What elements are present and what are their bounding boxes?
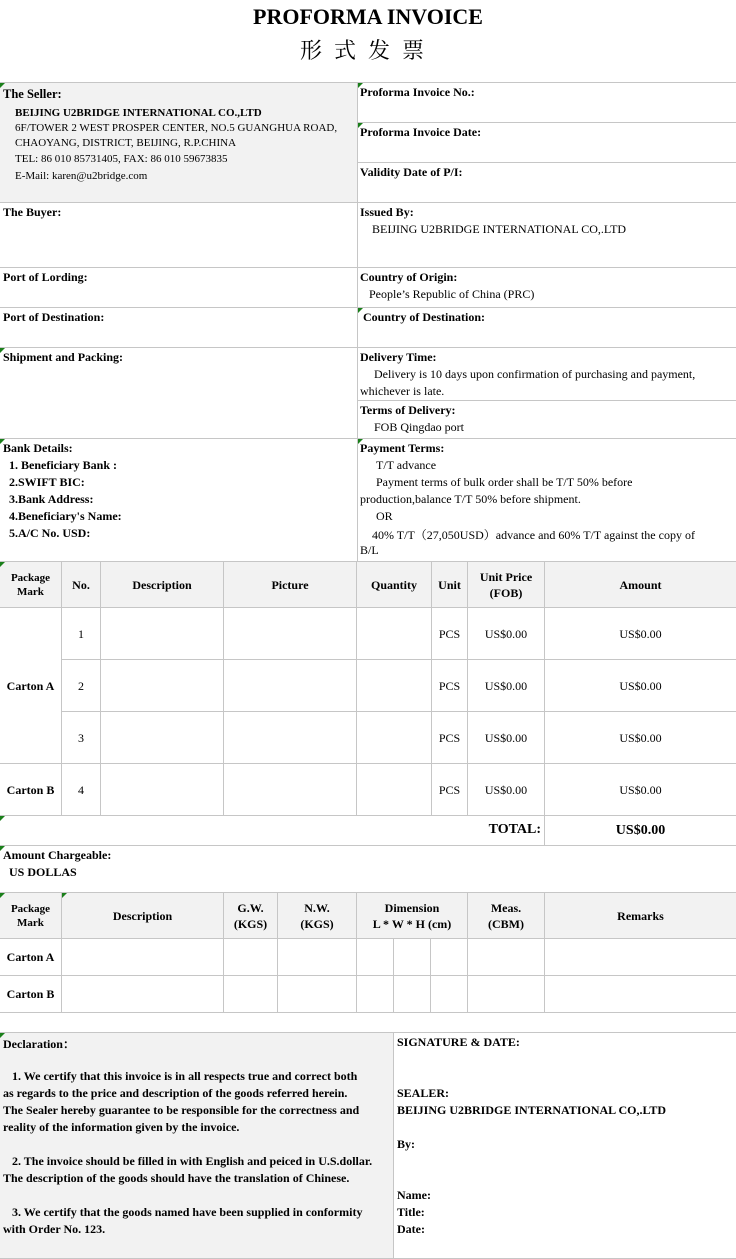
- invoice-number-label: Proforma Invoice No.:: [360, 85, 475, 99]
- sealer-value: BEIJING U2BRIDGE INTERNATIONAL CO,.LTD: [397, 1103, 667, 1117]
- packing-row-description-cell[interactable]: [62, 939, 224, 976]
- row-unit: PCS: [432, 660, 468, 712]
- terms-delivery-label: Terms of Delivery:: [360, 403, 456, 417]
- row-quantity-cell[interactable]: [357, 608, 432, 660]
- signature-label: SIGNATURE & DATE:: [397, 1035, 520, 1049]
- row-picture-cell[interactable]: [224, 660, 357, 712]
- payment-terms-label: Payment Terms:: [360, 441, 445, 455]
- row-unit: PCS: [432, 712, 468, 764]
- payment-terms-field[interactable]: [358, 439, 736, 562]
- packing-row-nw-cell[interactable]: [278, 939, 357, 976]
- group-carton-b: Carton B: [0, 764, 62, 816]
- packing-row-gw-cell[interactable]: [224, 939, 278, 976]
- bank-beneficiary-bank: 1. Beneficiary Bank :: [9, 458, 117, 472]
- row-unit-price[interactable]: US$0.00: [468, 712, 545, 764]
- packing-header-package-mark-line2: Mark: [17, 916, 44, 929]
- port-destination-field[interactable]: [0, 308, 358, 348]
- packing-row-remarks-cell[interactable]: [545, 976, 736, 1013]
- packing-row-meas-cell[interactable]: [468, 939, 545, 976]
- bank-swift-bic: 2.SWIFT BIC:: [9, 475, 85, 489]
- row-unit: PCS: [432, 764, 468, 816]
- packing-header-dimension-line2: L * W * H (cm): [372, 916, 452, 931]
- packing-row-length-cell[interactable]: [357, 976, 394, 1013]
- signature-section[interactable]: [394, 1033, 736, 1259]
- header-package-mark-line2: Mark: [17, 585, 44, 598]
- declaration-p2-line: The description of the goods should have the translation of Chinese.: [3, 1171, 350, 1185]
- header-package-mark-line1: Package: [10, 571, 51, 584]
- header-unit: Unit: [432, 562, 468, 608]
- row-amount: US$0.00: [545, 608, 736, 660]
- port-loading-label: Port of Lording:: [3, 270, 88, 284]
- packing-header-meas: [468, 893, 545, 939]
- title-area: [0, 0, 736, 83]
- shipment-packing-field[interactable]: [0, 348, 358, 439]
- country-destination-label: Country of Destination:: [363, 310, 485, 324]
- delivery-time-line2: whichever is late.: [360, 384, 445, 398]
- port-loading-field[interactable]: [0, 268, 358, 308]
- terms-delivery-field[interactable]: [358, 401, 736, 439]
- comment-marker-icon: [0, 562, 5, 567]
- invoice-number-field[interactable]: [358, 83, 736, 123]
- country-origin-label: Country of Origin:: [360, 270, 458, 284]
- row-quantity-cell[interactable]: [357, 712, 432, 764]
- declaration-p1-line: reality of the information given by the invoice.: [3, 1120, 240, 1134]
- country-destination-field[interactable]: [358, 308, 736, 348]
- row-quantity-cell[interactable]: [357, 660, 432, 712]
- header-no: No.: [62, 562, 101, 608]
- packing-header-meas-line2: (CBM): [488, 916, 524, 931]
- declaration-section: [0, 1033, 394, 1259]
- declaration-p1-line: 1. We certify that this invoice is in all respects true and correct both: [12, 1069, 358, 1083]
- packing-row-mark: Carton A: [0, 939, 62, 976]
- delivery-time-label: Delivery Time:: [360, 350, 437, 364]
- spacer-row: [0, 1013, 736, 1033]
- amount-chargeable-label: Amount Chargeable:: [3, 848, 112, 862]
- packing-row-mark: Carton B: [0, 976, 62, 1013]
- row-unit-price[interactable]: US$0.00: [468, 608, 545, 660]
- bank-details-field[interactable]: [0, 439, 358, 562]
- declaration-p3-line: with Order No. 123.: [3, 1222, 106, 1236]
- packing-header-description: [62, 893, 224, 939]
- header-amount: Amount: [545, 562, 736, 608]
- bank-beneficiary-name: 4.Beneficiary's Name:: [9, 509, 122, 523]
- invoice-date-label: Proforma Invoice Date:: [360, 125, 482, 139]
- sealer-label: SEALER:: [397, 1086, 450, 1100]
- seller-address-line2: CHAOYANG, DISTRICT, BEIJING, R.P.CHINA: [15, 137, 237, 149]
- packing-row-height-cell[interactable]: [431, 939, 468, 976]
- country-origin-field[interactable]: [358, 268, 736, 308]
- declaration-p3-line: 3. We certify that the goods named have been supplied in conformity: [12, 1205, 363, 1219]
- declaration-p1-line: The Sealer hereby guarantee to be responsible for the correctness and: [3, 1103, 360, 1117]
- seller-phone: TEL: 86 010 85731405, FAX: 86 010 59673835: [15, 153, 228, 165]
- row-unit-price[interactable]: US$0.00: [468, 660, 545, 712]
- packing-header-dimension-line1: Dimension: [384, 900, 440, 915]
- row-description-cell[interactable]: [101, 764, 224, 816]
- row-amount: US$0.00: [545, 764, 736, 816]
- issued-by-value: BEIJING U2BRIDGE INTERNATIONAL CO,.LTD: [372, 222, 627, 236]
- row-picture-cell[interactable]: [224, 764, 357, 816]
- header-package-mark: [0, 562, 62, 608]
- row-description-cell[interactable]: [101, 712, 224, 764]
- header-description: Description: [101, 562, 224, 608]
- page-title: PROFORMA INVOICE: [253, 4, 483, 29]
- packing-row-remarks-cell[interactable]: [545, 939, 736, 976]
- bank-details-label: Bank Details:: [3, 441, 73, 455]
- shipment-packing-label: Shipment and Packing:: [3, 350, 124, 364]
- validity-date-field[interactable]: [358, 163, 736, 203]
- packing-header-nw: [278, 893, 357, 939]
- seller-label: The Seller:: [3, 87, 62, 101]
- packing-header-description-text: Description: [112, 908, 173, 923]
- packing-row-meas-cell[interactable]: [468, 976, 545, 1013]
- header-quantity: Quantity: [357, 562, 432, 608]
- row-description-cell[interactable]: [101, 608, 224, 660]
- packing-header-nw-line1: N.W.: [304, 900, 330, 915]
- total-value: US$0.00: [545, 816, 736, 846]
- packing-header-meas-line1: Meas.: [490, 900, 522, 915]
- seller-email: E-Mail: karen@u2bridge.com: [15, 170, 148, 182]
- issued-by-field[interactable]: [358, 203, 736, 268]
- comment-marker-icon: [62, 893, 67, 898]
- group-carton-a: Carton A: [0, 608, 62, 764]
- packing-row-gw-cell[interactable]: [224, 976, 278, 1013]
- row-no: 1: [62, 608, 101, 660]
- date-label: Date:: [397, 1222, 425, 1236]
- seller-section[interactable]: [0, 83, 358, 203]
- delivery-time-field[interactable]: [358, 348, 736, 401]
- row-no: 4: [62, 764, 101, 816]
- header-picture: Picture: [224, 562, 357, 608]
- delivery-time-line1: Delivery is 10 days upon confirmation of purchasing and payment,: [374, 367, 696, 381]
- row-unit: PCS: [432, 608, 468, 660]
- country-origin-value: People’s Republic of China (PRC): [369, 287, 535, 301]
- packing-header-package-mark-line1: Package: [10, 902, 51, 915]
- payment-terms-line: production,balance T/T 50% before shipment.: [360, 492, 581, 506]
- packing-row-width-cell[interactable]: [394, 976, 431, 1013]
- header-unit-price: [468, 562, 545, 608]
- payment-terms-line: B/L: [360, 543, 379, 557]
- packing-row-length-cell[interactable]: [357, 939, 394, 976]
- packing-header-remarks: Remarks: [545, 893, 736, 939]
- packing-header-package-mark: [0, 893, 62, 939]
- page-title-chinese: 形式发票: [299, 39, 436, 64]
- row-description-cell[interactable]: [101, 660, 224, 712]
- bank-account-usd: 5.A/C No. USD:: [9, 526, 91, 540]
- row-picture-cell[interactable]: [224, 712, 357, 764]
- declaration-label: Declaration：: [3, 1037, 75, 1051]
- row-no: 3: [62, 712, 101, 764]
- seller-address-line1: 6F/TOWER 2 WEST PROSPER CENTER, NO.5 GUANGHUA ROAD,: [15, 122, 338, 134]
- declaration-p1-line: as regards to the price and description of the goods referred herein.: [3, 1086, 348, 1100]
- packing-row-width-cell[interactable]: [394, 939, 431, 976]
- comment-marker-icon: [0, 893, 5, 898]
- payment-terms-line: T/T advance: [376, 458, 437, 472]
- row-amount: US$0.00: [545, 712, 736, 764]
- terms-delivery-value: FOB Qingdao port: [374, 420, 464, 434]
- row-quantity-cell[interactable]: [357, 764, 432, 816]
- title-label: Title:: [397, 1205, 425, 1219]
- buyer-label: The Buyer:: [3, 205, 62, 219]
- packing-header-dimension: [357, 893, 468, 939]
- bank-address: 3.Bank Address:: [9, 492, 94, 506]
- validity-date-label: Validity Date of P/I:: [360, 165, 463, 179]
- buyer-field[interactable]: [0, 203, 358, 268]
- packing-row-description-cell[interactable]: [62, 976, 224, 1013]
- row-no: 2: [62, 660, 101, 712]
- payment-terms-line: OR: [376, 509, 393, 523]
- declaration-p2-line: 2. The invoice should be filled in with English and peiced in U.S.dollar.: [12, 1154, 373, 1168]
- name-label: Name:: [397, 1188, 431, 1202]
- issued-by-label: Issued By:: [360, 205, 414, 219]
- amount-chargeable-field[interactable]: [0, 846, 736, 893]
- packing-header-gw-line2: (KGS): [233, 916, 268, 931]
- row-unit-price[interactable]: US$0.00: [468, 764, 545, 816]
- seller-company: BEIJING U2BRIDGE INTERNATIONAL CO.,LTD: [15, 107, 262, 119]
- row-picture-cell[interactable]: [224, 608, 357, 660]
- port-destination-label: Port of Destination:: [3, 310, 105, 324]
- packing-header-gw: [224, 893, 278, 939]
- total-row: [0, 816, 545, 846]
- header-unit-price-line2: (FOB): [489, 585, 523, 600]
- packing-row-height-cell[interactable]: [431, 976, 468, 1013]
- packing-header-gw-line1: G.W.: [237, 900, 264, 915]
- comment-marker-icon: [0, 816, 5, 821]
- packing-header-nw-line2: (KGS): [300, 916, 334, 931]
- total-label: TOTAL:: [488, 822, 541, 837]
- row-amount: US$0.00: [545, 660, 736, 712]
- invoice-date-field[interactable]: [358, 123, 736, 163]
- payment-terms-line: Payment terms of bulk order shall be T/T 50% before: [376, 475, 633, 489]
- by-label: By:: [397, 1137, 415, 1151]
- amount-chargeable-value: US DOLLAS: [9, 865, 77, 879]
- packing-row-nw-cell[interactable]: [278, 976, 357, 1013]
- payment-terms-line: 40% T/T（27,050USD）advance and 60% T/T against the copy of: [372, 528, 695, 542]
- header-unit-price-line1: Unit Price: [479, 569, 533, 584]
